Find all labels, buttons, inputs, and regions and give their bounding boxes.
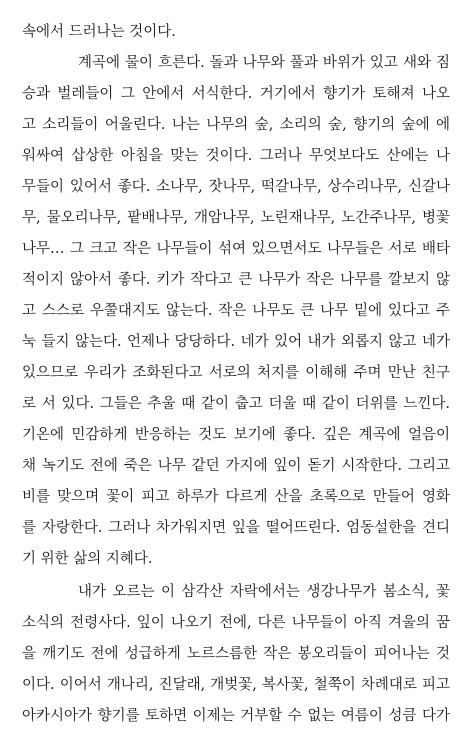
text-line: 기 위한 삶의 지혜다. bbox=[22, 551, 153, 567]
text-line: 를 자랑한다. 그러나 차가워지면 잎을 떨어뜨린다. 엄동설한을 견디 bbox=[22, 520, 450, 536]
text-line: 무들이 있어서 좋다. 소나무, 잣나무, 떡갈나무, 상수리나무, 신갈나 bbox=[22, 179, 450, 195]
text-line: 있으므로 우리가 조화된다고 서로의 처지를 이해해 주며 만난 친구 bbox=[22, 365, 450, 381]
text-line: 채 녹기도 전에 죽은 나무 같던 가지에 잎이 돋기 시작한다. 그리고 bbox=[22, 458, 450, 474]
text-line: 소식의 전령사다. 잎이 나오기 전에, 다른 나무들이 아직 겨울의 꿈 bbox=[22, 615, 450, 631]
text-line: 무, 물오리나무, 팥배나무, 개암나무, 노린재나무, 노간주나무, 병꽃 bbox=[22, 210, 450, 226]
text-line: 고 소리들이 어울린다. 나는 나무의 숲, 소리의 숲, 향기의 숲에 에 bbox=[22, 117, 450, 133]
text-line: 워싸여 삽상한 아침을 맞는 것이다. 그러나 무엇보다도 산에는 나 bbox=[22, 148, 450, 164]
text-line: 기온에 민감하게 반응하는 것도 보기에 좋다. 깊은 계곡에 얼음이 bbox=[22, 427, 450, 443]
paragraph-first-line: 계곡에 물이 흐른다. 돌과 나무와 풀과 바위가 있고 새와 짐 bbox=[78, 55, 450, 71]
text-line: 승과 벌레들이 그 안에서 서식한다. 거기에서 향기가 토해져 나오 bbox=[22, 86, 450, 102]
text-line: 속에서 드러나는 것이다. bbox=[22, 24, 176, 40]
text-line: 적이지 않아서 좋다. 키가 작다고 큰 나무가 작은 나무를 깔보지 않 bbox=[22, 272, 450, 288]
text-line: 로 서 있다. 그들은 추울 때 같이 춥고 더울 때 같이 더위를 느낀다. bbox=[22, 396, 450, 412]
text-line: 을 깨기도 전에 성급하게 노르스름한 작은 봉오리들이 피어나는 것 bbox=[22, 646, 450, 662]
text-line: 아카시아가 향기를 토하면 이제는 거부할 수 없는 여름이 성큼 다가 bbox=[22, 708, 450, 724]
text-line: 눅 들지 않는다. 언제나 당당하다. 네가 있어 내가 외롭지 않고 네가 bbox=[22, 334, 450, 350]
text-line: 비를 맞으며 꽃이 피고 하루가 다르게 산을 초록으로 만들어 영화 bbox=[22, 489, 450, 505]
text-line: 고 스스로 우쭐대지도 않는다. 작은 나무도 큰 나무 밑에 있다고 주 bbox=[22, 303, 450, 319]
paragraph-first-line: 내가 오르는 이 삼각산 자락에서는 생강나무가 봄소식, 꽃 bbox=[78, 584, 450, 600]
text-line: 나무… 그 크고 작은 나무들이 섞여 있으면서도 나무들은 서로 배타 bbox=[22, 241, 450, 257]
text-line: 이다. 이어서 개나리, 진달래, 개벚꽃, 복사꽃, 철쭉이 차례대로 피고 bbox=[22, 677, 450, 693]
